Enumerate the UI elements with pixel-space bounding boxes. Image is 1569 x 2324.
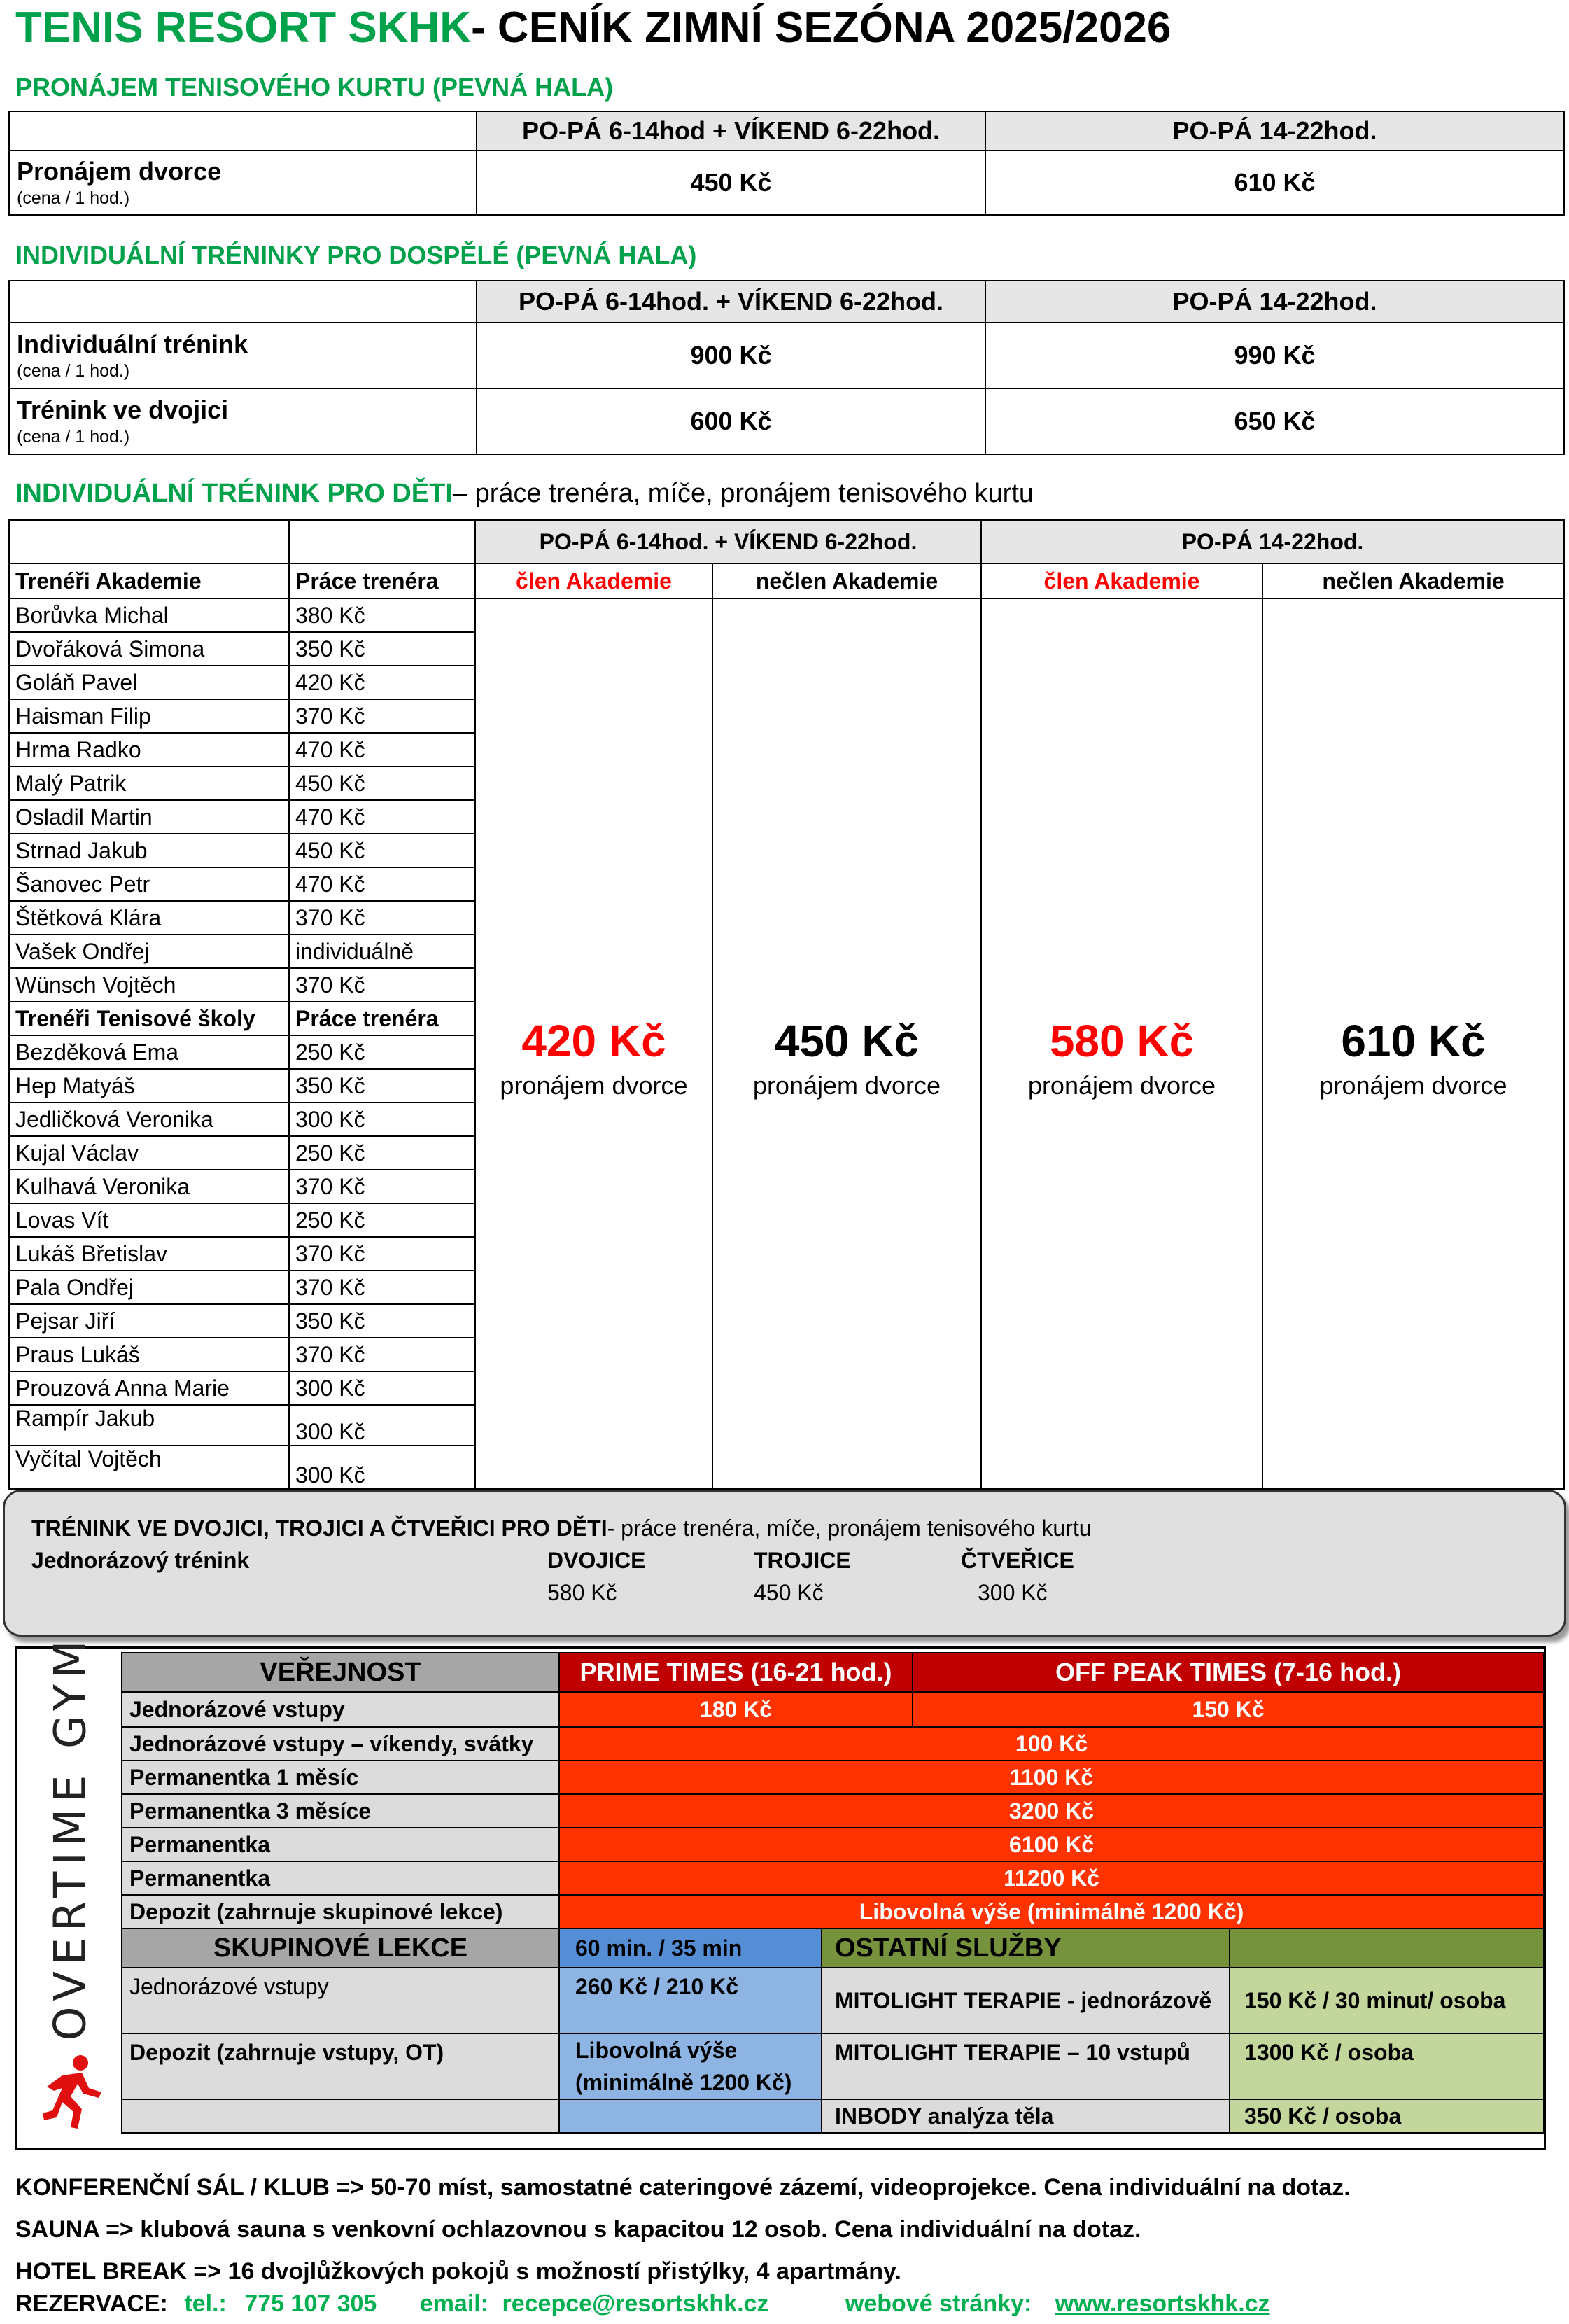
coach-name: Borůvka Michal <box>9 598 289 632</box>
coach-name: Vyčítal Vojtěch <box>9 1446 289 1489</box>
adult-row-individual <box>9 323 477 388</box>
court-price1: 450 Kč <box>477 150 985 215</box>
court-sub: (cena / 1 hod.) <box>17 188 130 208</box>
gym-table <box>121 1652 1545 2134</box>
group-col-name: TROJICE <box>754 1548 851 1573</box>
gym-row-value: 3200 Kč <box>559 1794 1544 1828</box>
gym-brand <box>17 1634 122 2148</box>
coach-name: Kulhavá Veronika <box>9 1170 289 1203</box>
group-training-box <box>3 1490 1566 1637</box>
gym-other-value: 1300 Kč / osoba <box>1230 2033 1544 2099</box>
gym-other-header: OSTATNÍ SLUŽBY <box>822 1928 1230 1968</box>
group-heading-rest: - práce trenéra, míče, pronájem tenisového kurtu <box>607 1516 1092 1541</box>
court-col2: PO-PÁ 14-22hod. <box>985 111 1564 150</box>
kids-big-price: 420 Kč <box>521 1016 666 1066</box>
gym-brand-text: OVERTIME GYM <box>44 1634 96 2041</box>
gym-group-label: Jednorázové vstupy <box>122 1968 559 2033</box>
kids-big-price: 610 Kč <box>1341 1016 1486 1066</box>
group-heading <box>31 1516 1092 1541</box>
adult-price: 650 Kč <box>985 388 1564 454</box>
gym-row-value: 1100 Kč <box>559 1760 1544 1794</box>
coach-name: Bezděková Ema <box>9 1035 289 1069</box>
kids-price-cell <box>1262 598 1564 1489</box>
kids-price-cell <box>712 598 981 1489</box>
coach-price: 300 Kč <box>289 1405 475 1446</box>
coach-name: Šanovec Petr <box>9 867 289 901</box>
coach-price: 350 Kč <box>289 632 475 666</box>
adult-col2: PO-PÁ 14-22hod. <box>985 281 1564 323</box>
gym-other-label: MITOLIGHT TERAPIE – 10 vstupů <box>822 2033 1230 2099</box>
kids-empty <box>289 520 475 564</box>
adult-row-pair <box>9 388 477 454</box>
footer-sauna: SAUNA => klubová sauna s venkovní ochlazovnou s kapacitou 12 osob. Cena individuální na dotaz. <box>15 2216 1141 2243</box>
footer-email[interactable]: recepce@resortskhk.cz <box>502 2290 769 2317</box>
coach-price: 420 Kč <box>289 666 475 699</box>
group-col-price: 300 Kč <box>978 1580 1048 1605</box>
coach-name: Hrma Radko <box>9 733 289 766</box>
coach-price: 370 Kč <box>289 1270 475 1304</box>
school-header-work: Práce trenéra <box>289 1002 475 1035</box>
gym-panel <box>15 1634 1546 2150</box>
gym-row-value: 100 Kč <box>559 1727 1544 1760</box>
gym-row-label: Jednorázové vstupy <box>122 1692 559 1727</box>
coach-price: 470 Kč <box>289 867 475 901</box>
adult-price: 900 Kč <box>477 323 985 388</box>
adult-price: 990 Kč <box>985 323 1564 388</box>
group-col-price: 580 Kč <box>547 1580 617 1605</box>
coach-name: Wünsch Vojtěch <box>9 968 289 1002</box>
kids-h-member: člen Akademie <box>981 564 1262 598</box>
title-season: - CENÍK ZIMNÍ SEZÓNA 2025/2026 <box>471 4 1172 52</box>
gym-row-label: Jednorázové vstupy – víkendy, svátky <box>122 1727 559 1760</box>
coach-price: 370 Kč <box>289 699 475 733</box>
court-empty-cell <box>9 111 477 150</box>
coach-price: 350 Kč <box>289 1069 475 1102</box>
kids-empty <box>9 520 289 564</box>
gym-offpeak-header: OFF PEAK TIMES (7-16 hod.) <box>913 1653 1544 1692</box>
gym-group-label: Depozit (zahrnuje vstupy, OT) <box>122 2033 559 2099</box>
court-heading: PRONÁJEM TENISOVÉHO KURTU (PEVNÁ HALA) <box>15 73 614 102</box>
coach-price: 250 Kč <box>289 1035 475 1069</box>
gym-empty <box>122 2099 559 2133</box>
gym-other-label: INBODY analýza těla <box>822 2099 1230 2133</box>
coach-price: 370 Kč <box>289 901 475 934</box>
kids-big-sub: pronájem dvorce <box>1027 1071 1216 1100</box>
coach-name: Malý Patrik <box>9 766 289 800</box>
adult-table <box>8 280 1565 455</box>
gym-row-prime: 180 Kč <box>559 1692 913 1727</box>
footer-reservation <box>15 2290 1270 2318</box>
adult-heading: INDIVIDUÁLNÍ TRÉNINKY PRO DOSPĚLÉ (PEVNÁ HALA) <box>15 241 697 270</box>
gym-row-value: 6100 Kč <box>559 1828 1544 1861</box>
adult-label: Trénink ve dvojici <box>17 396 229 424</box>
coach-name: Pejsar Jiří <box>9 1304 289 1338</box>
coach-name: Vašek Ondřej <box>9 934 289 968</box>
coach-name: Štětková Klára <box>9 901 289 934</box>
footer-conference: KONFERENČNÍ SÁL / KLUB => 50-70 míst, samostatné cateringové zázemí, videoprojekce. Cena individuální na dotaz. <box>15 2174 1351 2201</box>
kids-table <box>8 519 1565 1490</box>
kids-heading-bold: INDIVIDUÁLNÍ TRÉNINK PRO DĚTI <box>15 479 453 508</box>
gym-public-header: VEŘEJNOST <box>122 1653 559 1692</box>
coach-name: Jedličková Veronika <box>9 1102 289 1136</box>
title-resort: TENIS RESORT SKHK <box>15 4 472 52</box>
coach-price: individuálně <box>289 934 475 968</box>
coach-price: 250 Kč <box>289 1136 475 1170</box>
kids-price-cell <box>475 598 712 1489</box>
coach-price: 470 Kč <box>289 733 475 766</box>
gym-other-header-fill <box>1230 1928 1544 1968</box>
kids-big-sub: pronájem dvorce <box>500 1071 688 1100</box>
kids-col2: PO-PÁ 14-22hod. <box>981 520 1564 564</box>
adult-sub: (cena / 1 hod.) <box>17 361 130 381</box>
footer-tel-label: tel.: <box>184 2290 227 2317</box>
gym-other-value: 150 Kč / 30 minut/ osoba <box>1230 1968 1544 2033</box>
footer-web-label: webové stránky: <box>845 2290 1032 2317</box>
coach-price: 450 Kč <box>289 834 475 867</box>
kids-h-work: Práce trenéra <box>289 564 475 598</box>
gym-group-time: 60 min. / 35 min <box>559 1928 822 1968</box>
court-table <box>8 111 1565 216</box>
adult-col1: PO-PÁ 6-14hod. + VÍKEND 6-22hod. <box>477 281 985 323</box>
adult-price: 600 Kč <box>477 388 985 454</box>
footer-email-label: email: <box>419 2290 489 2317</box>
court-row-label <box>9 150 477 215</box>
coach-name: Pala Ondřej <box>9 1270 289 1304</box>
coach-price: 250 Kč <box>289 1203 475 1237</box>
coach-name: Lovas Vít <box>9 1203 289 1237</box>
kids-h-nonmember: nečlen Akademie <box>1262 564 1564 598</box>
court-col1: PO-PÁ 6-14hod + VÍKEND 6-22hod. <box>477 111 985 150</box>
adult-label: Individuální trénink <box>17 330 248 358</box>
coach-name: Lukáš Břetislav <box>9 1237 289 1270</box>
school-header-name: Trenéři Tenisové školy <box>9 1002 289 1035</box>
gym-group-value: Libovolná výše (minimálně 1200 Kč) <box>559 2033 822 2099</box>
gym-row-label: Permanentka <box>122 1861 559 1895</box>
gym-row-label: Permanentka <box>122 1828 559 1861</box>
group-label: Jednorázový trénink <box>31 1548 250 1573</box>
coach-name: Goláň Pavel <box>9 666 289 699</box>
gym-row-label: Permanentka 1 měsíc <box>122 1760 559 1794</box>
coach-name: Strnad Jakub <box>9 834 289 867</box>
adult-empty-cell <box>9 281 477 323</box>
footer-hotel: HOTEL BREAK => 16 dvojlůžkových pokojů s možností přistýlky, 4 apartmány. <box>15 2258 901 2285</box>
coach-price: 470 Kč <box>289 800 475 834</box>
kids-h-nonmember: nečlen Akademie <box>712 564 981 598</box>
kids-big-price: 580 Kč <box>1049 1016 1195 1066</box>
coach-price: 300 Kč <box>289 1446 475 1489</box>
kids-price-cell <box>981 598 1262 1489</box>
coach-price: 300 Kč <box>289 1371 475 1405</box>
group-heading-bold: TRÉNINK VE DVOJICI, TROJICI A ČTVEŘICI PRO DĚTI <box>31 1516 607 1541</box>
coach-price: 380 Kč <box>289 598 475 632</box>
coach-name: Dvořáková Simona <box>9 632 289 666</box>
gym-row-label: Permanentka 3 měsíce <box>122 1794 559 1828</box>
adult-sub: (cena / 1 hod.) <box>17 427 130 447</box>
court-price2: 610 Kč <box>985 150 1564 215</box>
kids-h-member: člen Akademie <box>475 564 712 598</box>
gym-group-value: 260 Kč / 210 Kč <box>559 1968 822 2033</box>
coach-name: Rampír Jakub <box>9 1405 289 1446</box>
gym-row-value: 11200 Kč <box>559 1861 1544 1895</box>
coach-price: 370 Kč <box>289 1170 475 1203</box>
coach-name: Prouzová Anna Marie <box>9 1371 289 1405</box>
gym-row-label: Depozit (zahrnuje skupinové lekce) <box>122 1895 559 1928</box>
court-label: Pronájem dvorce <box>17 157 222 186</box>
gym-prime-header: PRIME TIMES (16-21 hod.) <box>559 1653 913 1692</box>
group-col-name: DVOJICE <box>547 1548 646 1573</box>
kids-col1: PO-PÁ 6-14hod. + VÍKEND 6-22hod. <box>475 520 981 564</box>
kids-heading-rest: – práce trenéra, míče, pronájem tenisového kurtu <box>452 479 1034 508</box>
gym-group-header: SKUPINOVÉ LEKCE <box>122 1928 559 1968</box>
gym-other-value: 350 Kč / osoba <box>1230 2099 1544 2133</box>
footer-web[interactable]: www.resortskhk.cz <box>1055 2290 1270 2317</box>
coach-price: 370 Kč <box>289 968 475 1002</box>
footer-tel[interactable]: 775 107 305 <box>244 2290 377 2317</box>
kids-heading <box>15 479 1034 509</box>
page-title <box>15 3 1171 52</box>
footer-res-label: REZERVACE: <box>15 2290 168 2317</box>
coach-name: Hep Matyáš <box>9 1069 289 1102</box>
gym-row-off: 150 Kč <box>913 1692 1544 1727</box>
gym-empty <box>559 2099 822 2133</box>
coach-price: 450 Kč <box>289 766 475 800</box>
runner-icon <box>41 2053 103 2130</box>
coach-name: Praus Lukáš <box>9 1338 289 1371</box>
gym-row-value: Libovolná výše (minimálně 1200 Kč) <box>559 1895 1544 1928</box>
group-col-price: 450 Kč <box>754 1580 824 1605</box>
kids-h-coaches: Trenéři Akademie <box>9 564 289 598</box>
coach-name: Osladil Martin <box>9 800 289 834</box>
coach-price: 300 Kč <box>289 1102 475 1136</box>
kids-big-price: 450 Kč <box>774 1016 920 1066</box>
kids-big-sub: pronájem dvorce <box>752 1071 941 1100</box>
coach-name: Haisman Filip <box>9 699 289 733</box>
coach-price: 350 Kč <box>289 1304 475 1338</box>
group-col-name: ČTVEŘICE <box>961 1548 1074 1573</box>
coach-price: 370 Kč <box>289 1237 475 1270</box>
coach-name: Kujal Václav <box>9 1136 289 1170</box>
coach-price: 370 Kč <box>289 1338 475 1371</box>
kids-big-sub: pronájem dvorce <box>1319 1071 1507 1100</box>
gym-other-label: MITOLIGHT TERAPIE - jednorázově <box>822 1968 1230 2033</box>
